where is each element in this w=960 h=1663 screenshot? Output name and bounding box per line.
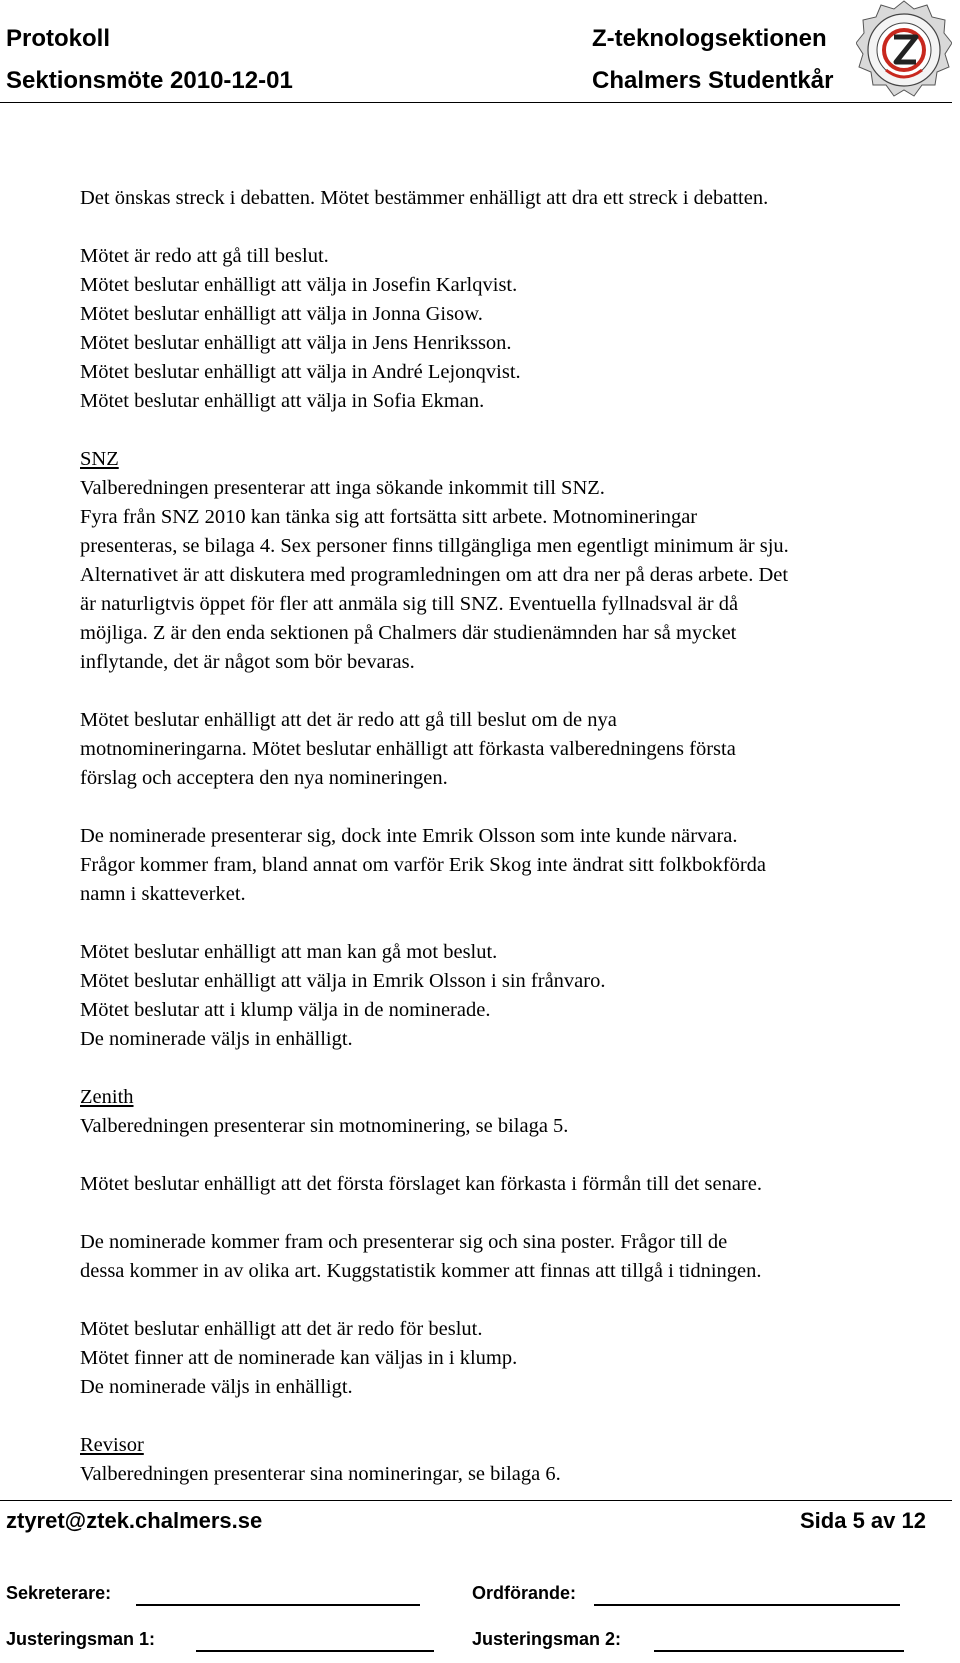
text-line: De nominerade väljs in enhälligt. [80,1376,353,1398]
text-line: inflytande, det är något som bör bevaras. [80,651,415,673]
header-divider [0,102,952,103]
text-line: presenteras, se bilaga 4. Sex personer finns tillgängliga men egentligt minimum är sju. [80,535,789,557]
text-line: De nominerade väljs in enhälligt. [80,1028,353,1050]
text-line: Mötet finner att de nominerade kan väljas in i klump. [80,1347,518,1369]
text-line: Mötet beslutar enhälligt att man kan gå mot beslut. [80,941,498,963]
text-line: Alternativet är att diskutera med programledningen om att dra ner på deras arbete. Det [80,564,789,586]
text-line: Mötet beslutar enhälligt att det är redo att gå till beslut om de nya [80,709,617,731]
text-line: Mötet beslutar enhälligt att välja in Sofia Ekman. [80,390,485,412]
paragraph-debate-cutoff [80,184,940,213]
text-line: Mötet beslutar enhälligt att det är redo för beslut. [80,1318,483,1340]
paragraph-snz-decision [80,706,940,793]
section-revisor [80,1431,940,1489]
paragraph-zenith-decision [80,1170,940,1199]
section-heading-revisor: Revisor [80,1434,144,1456]
sektion-seal-logo-icon [856,0,952,102]
adjuster-2-label: Justeringsman 2: [472,1629,622,1649]
text-line: förslag och acceptera den nya nomineringen. [80,767,448,789]
organization-name: Z-teknologsektionen [592,25,827,52]
section-zenith [80,1083,940,1141]
text-line: möjliga. Z är den enda sektionen på Chalmers där studienämnden har så mycket [80,622,737,644]
text-line: Mötet beslutar enhälligt att välja in André Lejonqvist. [80,361,521,383]
adjuster-2-signature-line [654,1650,904,1652]
text-line: Det önskas streck i debatten. Mötet bestämmer enhälligt att dra ett streck i debatten. [80,187,769,209]
text-line: Valberedningen presenterar sina nomineringar, se bilaga 6. [80,1463,561,1485]
text-line: Mötet är redo att gå till beslut. [80,245,329,267]
parent-organization: Chalmers Studentkår [592,67,834,94]
contact-email: ztyret@ztek.chalmers.se [6,1508,263,1533]
secretary-label: Sekreterare: [6,1583,112,1603]
paragraph-zenith-presentation [80,1228,940,1286]
text-line: Frågor kommer fram, bland annat om varför Erik Skog inte ändrat sitt folkbokförda [80,854,766,876]
section-heading-zenith: Zenith [80,1086,134,1108]
text-line: namn i skatteverket. [80,883,246,905]
chair-label: Ordförande: [472,1583,577,1603]
text-line: Mötet beslutar enhälligt att välja in Jonna Gisow. [80,303,483,325]
text-line: De nominerade kommer fram och presenterar sig och sina poster. Frågor till de [80,1231,728,1253]
text-line: Mötet beslutar enhälligt att välja in Jens Henriksson. [80,332,512,354]
adjuster-1-label: Justeringsman 1: [6,1629,156,1649]
paragraph-elections [80,242,940,416]
text-line: De nominerade presenterar sig, dock inte Emrik Olsson som inte kunde närvara. [80,825,738,847]
section-snz [80,445,940,677]
text-line: Mötet beslutar enhälligt att välja in Emrik Olsson i sin frånvaro. [80,970,606,992]
section-heading-snz: SNZ [80,448,119,470]
paragraph-snz-presentation [80,822,940,909]
text-line: motnomineringarna. Mötet beslutar enhälligt att förkasta valberedningens första [80,738,736,760]
footer-divider [0,1500,952,1501]
text-line: dessa kommer in av olika art. Kuggstatistik kommer att finnas att tillgå i tidningen. [80,1260,762,1282]
text-line: Mötet beslutar att i klump välja in de nominerade. [80,999,491,1021]
meeting-title: Sektionsmöte 2010-12-01 [6,67,293,94]
chair-signature-line [594,1604,900,1606]
text-line: är naturligtvis öppet för fler att anmäla sig till SNZ. Eventuella fyllnadsval är då [80,593,739,615]
adjuster-1-signature-line [196,1650,434,1652]
minutes-body [80,184,940,1518]
secretary-signature-line [136,1604,420,1606]
text-line: Mötet beslutar enhälligt att välja in Josefin Karlqvist. [80,274,518,296]
paragraph-zenith-election [80,1315,940,1402]
text-line: Valberedningen presenterar sin motnominering, se bilaga 5. [80,1115,569,1137]
text-line: Fyra från SNZ 2010 kan tänka sig att fortsätta sitt arbete. Motnomineringar [80,506,698,528]
page-number: Sida 5 av 12 [800,1508,926,1533]
paragraph-snz-election [80,938,940,1054]
text-line: Mötet beslutar enhälligt att det första förslaget kan förkasta i förmån till det senare. [80,1173,762,1195]
text-line: Valberedningen presenterar att inga sökande inkommit till SNZ. [80,477,605,499]
document-type: Protokoll [6,25,111,52]
